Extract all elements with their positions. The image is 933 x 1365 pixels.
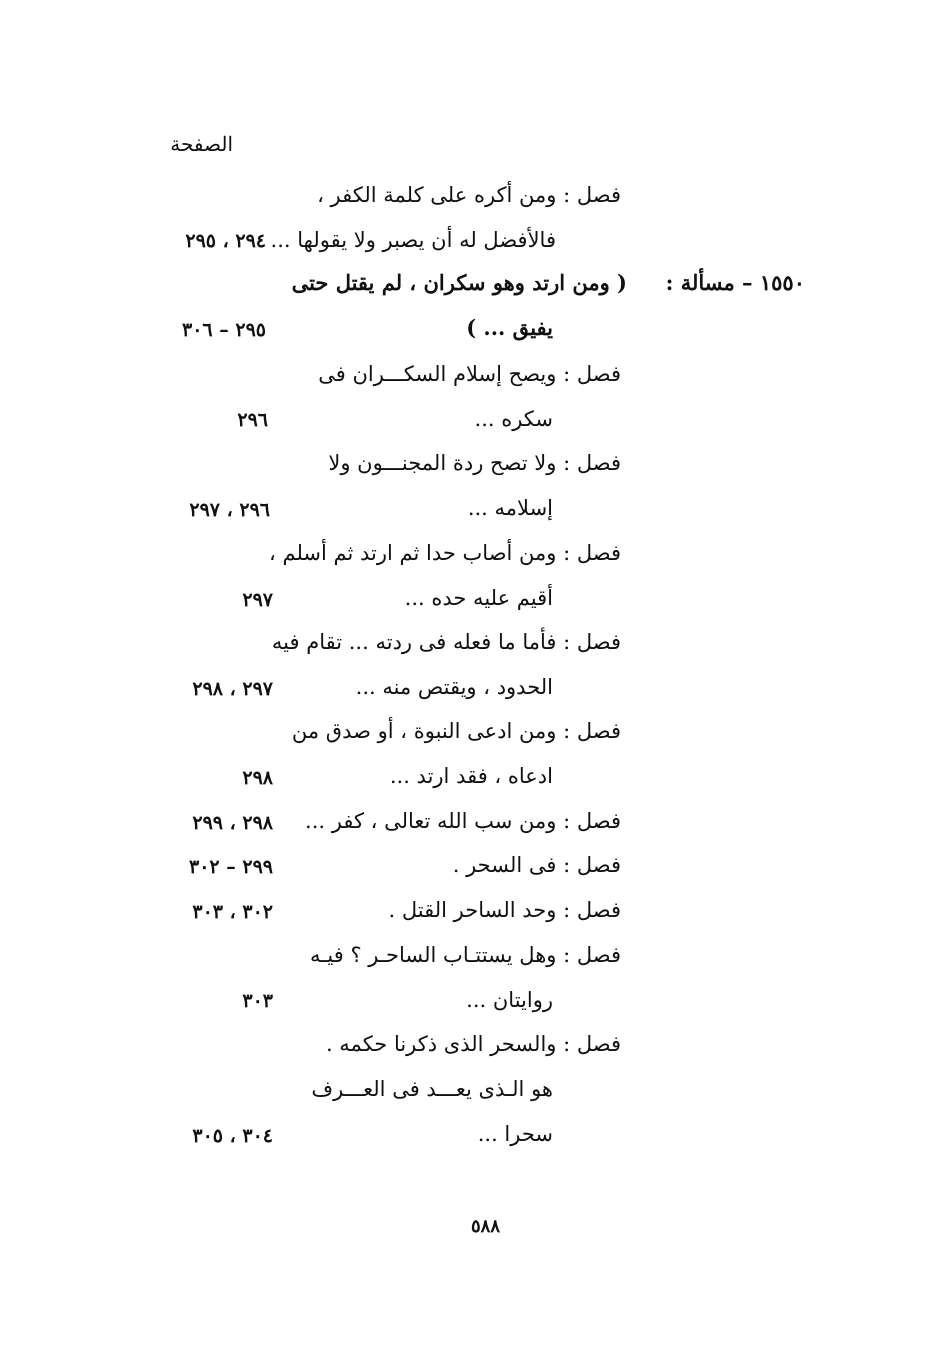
entry-12-line-3: سحرا ... <box>477 1122 553 1146</box>
entry-7-pages: ٢٩٨ <box>242 767 273 789</box>
entry-5-line-2: أقيم عليه حده ... <box>404 586 553 610</box>
entry-10-line-1: فصل : وحد الساحر القتل . <box>388 898 621 922</box>
entry-12-pages: ٣٠٤ ، ٣٠٥ <box>192 1125 273 1147</box>
entry-12-line-1: فصل : والسحر الذى ذكرنا حكمه . <box>325 1032 621 1056</box>
entry-8-line-1: فصل : ومن سب الله تعالى ، كفر ... <box>305 809 621 833</box>
page-number: ٥٨٨ <box>470 1216 500 1237</box>
entry-3-line-1: فصل : ويصح إسلام السكـــران فى <box>318 362 621 386</box>
entry-4-pages: ٢٩٦ ، ٢٩٧ <box>189 499 270 521</box>
entry-10-pages: ٣٠٢ ، ٣٠٣ <box>192 901 273 923</box>
entry-11-line-1: فصل : وهل يستتـاب الساحـر ؟ فيـه <box>310 943 621 967</box>
entry-1-line-2: فالأفضل له أن يصبر ولا يقولها ... <box>270 228 556 252</box>
entry-2-line-2: يفيق ... ) <box>466 315 553 340</box>
entry-1-pages: ٢٩٤ ، ٢٩٥ <box>185 230 266 252</box>
entry-11-line-2: روايتان ... <box>466 988 553 1012</box>
entry-2-pages: ٢٩٥ – ٣٠٦ <box>182 319 266 341</box>
entry-6-line-1: فصل : فأما ما فعله فى ردته ... تقام فيه <box>271 630 621 654</box>
entry-8-pages: ٢٩٨ ، ٢٩٩ <box>192 812 273 834</box>
entry-12-line-2: هو الـذى يعـــد فى العـــرف <box>311 1077 553 1101</box>
entry-3-line-2: سكره ... <box>474 407 553 431</box>
entry-4-line-2: إسلامه ... <box>467 496 553 520</box>
page-column-header: الصفحة <box>170 132 233 156</box>
entry-6-pages: ٢٩٧ ، ٢٩٨ <box>192 678 273 700</box>
entry-6-line-2: الحدود ، ويقتص منه ... <box>355 675 553 699</box>
entry-11-pages: ٣٠٣ <box>242 990 273 1012</box>
entry-7-line-1: فصل : ومن ادعى النبوة ، أو صدق من <box>291 719 621 743</box>
entry-2-number: ١٥٥٠ – مسألة : <box>665 270 805 295</box>
entry-1-line-1: فصل : ومن أكره على كلمة الكفر ، <box>317 183 621 207</box>
entry-2-line-1: ( ومن ارتد وهو سكران ، لم يقتل حتى <box>291 270 627 295</box>
entry-3-pages: ٢٩٦ <box>237 409 268 431</box>
entry-7-line-2: ادعاه ، فقد ارتد ... <box>389 764 553 788</box>
entry-5-pages: ٢٩٧ <box>242 589 273 611</box>
entry-5-line-1: فصل : ومن أصاب حدا ثم ارتد ثم أسلم ، <box>269 541 621 565</box>
entry-9-pages: ٢٩٩ – ٣٠٢ <box>189 856 273 878</box>
entry-4-line-1: فصل : ولا تصح ردة المجنـــون ولا <box>328 451 621 475</box>
entry-9-line-1: فصل : فى السحر . <box>452 853 621 877</box>
